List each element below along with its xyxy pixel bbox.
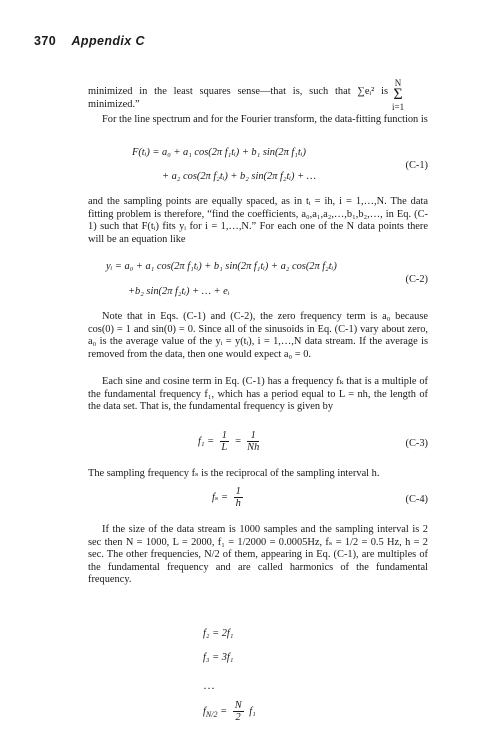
fraction-1-over-L [220,430,229,453]
fraction-1-over-h [234,486,243,509]
harmonic-fN-subscript: N/2 [205,709,218,719]
equation-c3-number: (C-3) [405,438,428,449]
harmonic-fN-over-2 [203,700,256,723]
sum-upper-limit: N [394,78,402,88]
equation-c2-number: (C-2) [405,274,428,285]
sum-sigma: Σ [393,86,403,103]
running-header [34,34,145,48]
harmonic-ellipsis: … [203,678,216,692]
fraction-numerator: 1 [247,430,259,442]
equals-sign: = [220,705,228,717]
running-title: Appendix C [71,34,145,48]
fraction-denominator: h [235,498,241,509]
fraction-denominator: Nh [247,442,260,453]
equation-c3 [198,430,262,453]
equation-c4-lhs: fₛ = [212,491,228,503]
equation-c3-lhs: f₁ = [198,435,215,447]
fraction-denominator: L [221,442,228,453]
equation-c2-line1: yᵢ = a₀ + a₁ cos(2π f₁tᵢ) + b₁ sin(2π f₁tᵢ) + a₂ cos(2π f₂tᵢ) [106,261,337,272]
paragraph-4: Note that in Eqs. (C-1) and (C-2), the zero frequency term is a₀ because cos(0) = 1 and sin(0) = 0. Since all of the sinusoids in Eq. (C-1) vary about zero, a₀ is the average value of the yᵢ = y(tᵢ), i = 1,…,N data stream. If the average is removed from the data, then one would expect a₀ = 0. [88,311,428,360]
equation-c4-number: (C-4) [405,494,428,505]
equation-c1-line1: F(tᵢ) = a₀ + a₁ cos(2π f₁tᵢ) + b₁ sin(2π f₁tᵢ) [132,147,306,158]
fraction-numerator: 1 [235,486,241,497]
equation-c4 [212,486,246,509]
equation-c1-line2: + a₂ cos(2π f₂tᵢ) + b₂ sin(2π f₂tᵢ) + … [162,171,316,182]
harmonic-f3: f₃ = 3f₁ [203,652,234,663]
paragraph-2: For the line spectrum and for the Fourier transform, the data-fitting function is [102,114,428,125]
page-number: 370 [34,34,57,48]
sum-lower-limit: i=1 [392,102,405,112]
fraction-numerator: N [234,700,242,711]
paragraph-6: The sampling frequency fₛ is the reciprocal of the sampling interval h. [88,468,380,479]
equals-sign: = [234,435,242,447]
harmonic-fN-symbol: f [203,705,206,717]
fraction-N-over-2 [233,700,244,723]
paragraph-1: minimized in the least squares sense—that is, such that ∑eᵢ² is minimized.” [88,86,388,110]
equation-c2-line2: +b₂ sin(2π f₂tᵢ) + … + eᵢ [128,286,230,297]
fraction-denominator: 2 [235,712,241,723]
fraction-numerator: 1 [221,430,227,441]
harmonic-f2: f₂ = 2f₁ [203,628,234,639]
paragraph-3: and the sampling points are equally spaced, as in tᵢ = ih, i = 1,…,N. The data fitting problem is therefore, “find the coefficients, a₀,a₁,a₂,…,b₁,b₂,…, in Eq. (C-1) such that F(tᵢ) fits yᵢ for i = 1,…,N.” For each one of the N data points there will be an equation like [88,196,428,245]
harmonic-fN-tail: f₁ [249,705,256,717]
sum-notation [392,78,404,112]
paragraph-7: If the size of the data stream is 1000 samples and the sampling interval is 2 sec then N = 1000, L = 2000, f₁ = 1/2000 = 0.0005Hz, fₛ = 1/2 = 0.5 Hz, h = 2 sec. The other frequencies, N/2 of them, appearing in Eq. (C-1), are multiples of the fundamental frequency and are called harmonics of the fundamental frequency. [88,524,428,586]
fraction-1-over-Nh [247,430,259,453]
paragraph-5: Each sine and cosine term in Eq. (C-1) has a frequency fₖ that is a multiple of the fundamental frequency f₁, which has a period equal to L = nh, the length of the data set. That is, the fundamental frequency is given by [88,376,428,413]
equation-c1-number: (C-1) [405,160,428,171]
